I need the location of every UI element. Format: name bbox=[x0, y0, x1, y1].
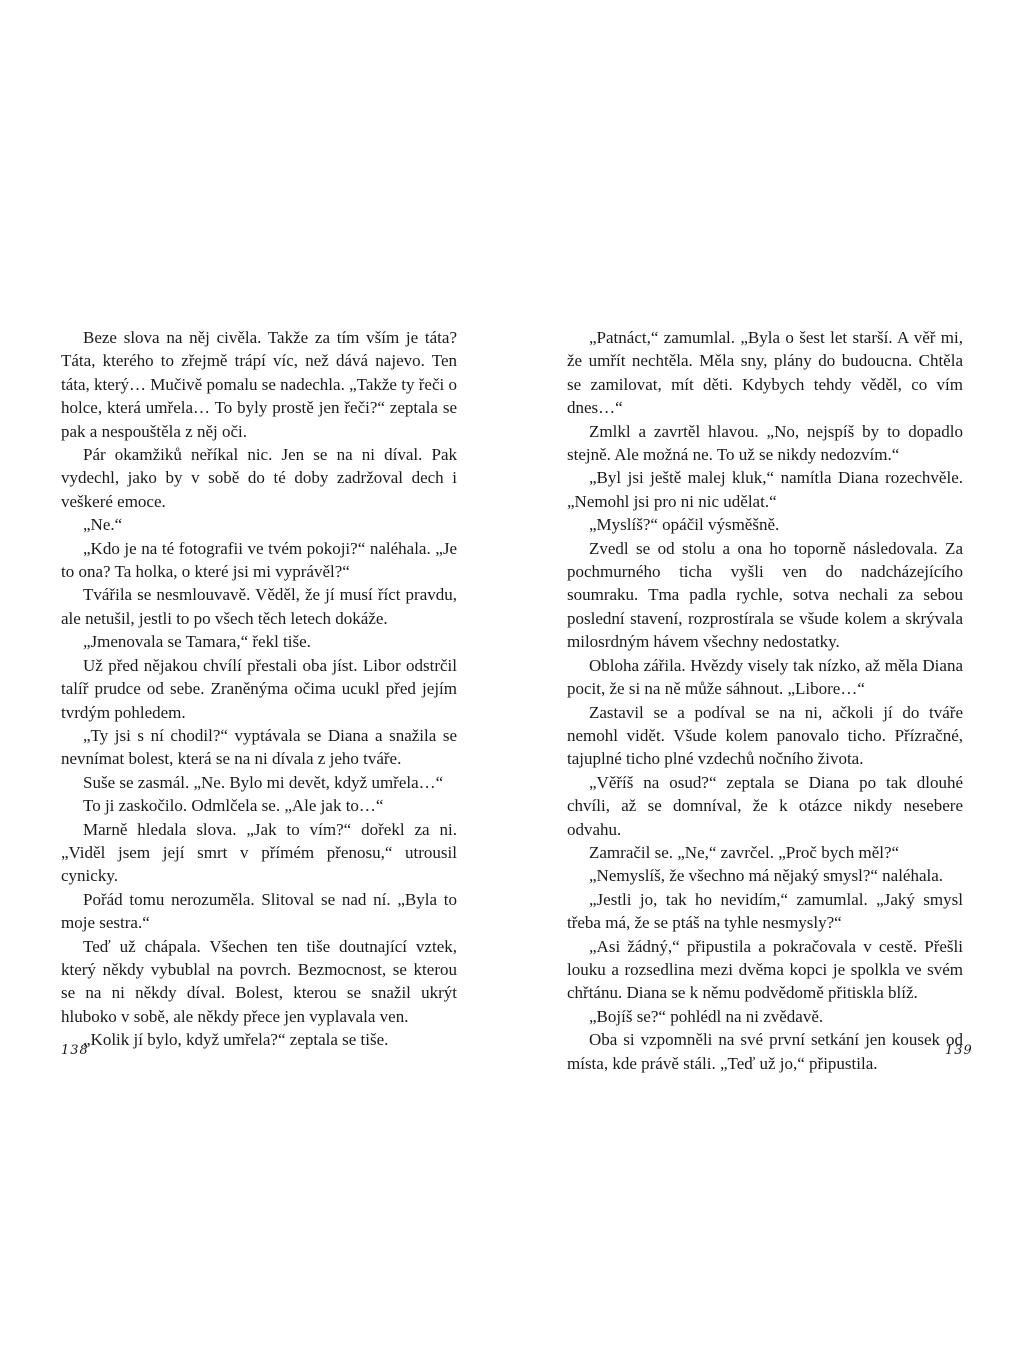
page-number-right: 139 bbox=[945, 1043, 973, 1058]
paragraph: Oba si vzpomněli na své první setkání jen kousek od místa, kde právě stáli. „Teď už jo,“ připustila. bbox=[567, 1030, 963, 1073]
paragraph: Marně hledala slova. „Jak to vím?“ dořekl za ni. „Viděl jsem její smrt v přímém přenosu,“ utrousil cynicky. bbox=[61, 819, 457, 886]
paragraph: Zvedl se od stolu a ona ho toporně následovala. Za pochmurného ticha vyšli ven do nadcházejícího soumraku. Tma padla rychle, sotva nechali za sebou poslední stavení, rozprostírala se všude kolem a skrývala milosrdným hávem všechny nedostatky. bbox=[567, 538, 963, 652]
paragraph: „Nemyslíš, že všechno má nějaký smysl?“ naléhala. bbox=[589, 866, 944, 886]
paragraph: To ji zaskočilo. Odmlčela se. „Ale jak to…“ bbox=[83, 796, 384, 816]
paragraph: „Byl jsi ještě malej kluk,“ namítla Diana rozechvěle. „Nemohl jsi pro ni nic udělat.“ bbox=[567, 468, 963, 511]
paragraph: Suše se zasmál. „Ne. Bylo mi devět, když umřela…“ bbox=[83, 772, 444, 792]
paragraph: Už před nějakou chvílí přestali oba jíst. Libor odstrčil talíř prudce od sebe. Zraněnýma očima ucukl před jejím tvrdým pohledem. bbox=[61, 655, 457, 722]
paragraph: „Ne.“ bbox=[83, 515, 123, 535]
paragraph: „Asi žádný,“ připustila a pokračovala v cestě. Přešli louku a rozsedlina mezi dvěma kopci je spolkla ve svém chřtánu. Diana se k němu podvědomě přitiskla blíž. bbox=[567, 936, 963, 1003]
paragraph: „Jestli jo, tak ho nevidím,“ zamumlal. „Jaký smysl třeba má, že se ptáš na tyhle nesmysly?“ bbox=[567, 889, 963, 933]
paragraph: Zmlkl a zavrtěl hlavou. „No, nejspíš by to dopadlo stejně. Ale možná ne. To už se nikdy nedozvím.“ bbox=[567, 421, 963, 465]
left-page-text bbox=[61, 326, 457, 1052]
paragraph: Obloha zářila. Hvězdy visely tak nízko, až měla Diana pocit, že si na ně může sáhnout. „Libore…“ bbox=[567, 655, 963, 699]
paragraph: „Bojíš se?“ pohlédl na ni zvědavě. bbox=[589, 1006, 824, 1026]
paragraph: Teď už chápala. Všechen ten tiše doutnající vztek, který někdy vybublal na povrch. Bezmocnost, se kterou se na ni někdy díval. Bolest, kterou se snažil ukrýt hluboko v sobě, ale někdy přece jen vyplavala ven. bbox=[61, 936, 457, 1026]
paragraph: „Jmenovala se Tamara,“ řekl tiše. bbox=[83, 632, 311, 652]
paragraph: „Kolik jí bylo, když umřela?“ zeptala se tiše. bbox=[83, 1030, 389, 1050]
paragraph: Zastavil se a podíval se na ni, ačkoli jí do tváře nemohl vidět. Všude kolem panovalo ticho. Přízračné, tajuplné ticho plné vzdechů nočního života. bbox=[567, 702, 963, 769]
paragraph: Tvářila se nesmlouvavě. Věděl, že jí musí říct pravdu, ale netušil, jestli to po všech těch letech dokáže. bbox=[61, 585, 457, 628]
paragraph: Zamračil se. „Ne,“ zavrčel. „Proč bych měl?“ bbox=[589, 842, 900, 862]
paragraph: „Myslíš?“ opáčil výsměšně. bbox=[589, 515, 780, 535]
paragraph: Beze slova na něj civěla. Takže za tím vším je táta? Táta, kterého to zřejmě trápí víc, než dává najevo. Ten táta, který… Mučivě pomalu se nadechla. „Takže ty řeči o holce, která umřela… To byly prostě jen řeči?“ zeptala se pak a nespouštěla z něj oči. bbox=[61, 328, 457, 441]
right-page-text bbox=[567, 326, 963, 1075]
paragraph: „Patnáct,“ zamumlal. „Byla o šest let starší. A věř mi, že umřít nechtěla. Měla sny, plány do budoucna. Chtěla se zamilovat, mít děti. Kdybych tehdy věděl, co vím dnes…“ bbox=[567, 328, 963, 418]
paragraph: „Ty jsi s ní chodil?“ vyptávala se Diana a snažila se nevnímat bolest, která se na ni dívala z jeho tváře. bbox=[61, 725, 457, 769]
paragraph: Pořád tomu nerozuměla. Slitoval se nad ní. „Byla to moje sestra.“ bbox=[61, 889, 457, 933]
page-number-left: 138 bbox=[61, 1043, 89, 1058]
paragraph: Pár okamžiků neříkal nic. Jen se na ni díval. Pak vydechl, jako by v sobě do té doby zadržoval dech i veškeré emoce. bbox=[61, 445, 457, 511]
paragraph: „Věříš na osud?“ zeptala se Diana po tak dlouhé chvíli, až se domníval, že k otázce nikdy nesebere odvahu. bbox=[567, 772, 963, 839]
paragraph: „Kdo je na té fotografii ve tvém pokoji?“ naléhala. „Je to ona? Ta holka, o které jsi mi vyprávěl?“ bbox=[61, 538, 457, 582]
